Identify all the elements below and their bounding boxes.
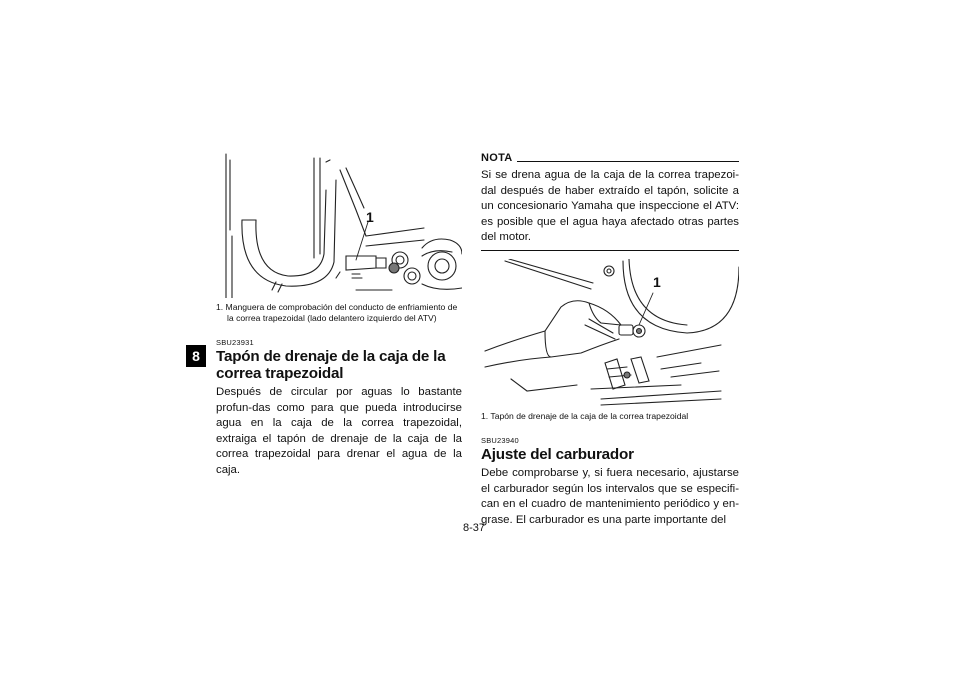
right-body: Debe comprobarse y, si fuera necesario, ajustarse el carburador según los intervalos que se especifi-can en el cuadro de mantenimiento periódico y en-grase. El carburador es una parte importante del: [481, 466, 739, 526]
chapter-tab: [186, 345, 206, 367]
right-column: [481, 150, 739, 528]
note-end-rule: [481, 250, 739, 251]
chapter-number: 8: [192, 348, 200, 364]
left-section-code: SBU23931: [216, 338, 254, 347]
left-heading: Tapón de drenaje de la caja de la correa trapezoidal: [216, 348, 446, 382]
right-figure-callout: 1: [653, 273, 661, 290]
right-heading: Ajuste del carburador: [481, 445, 634, 463]
left-figure-caption: 1. Manguera de comprobación del conducto de enfriamiento de la correa trapezoidal (lado delantero izquierdo del ATV): [216, 302, 458, 323]
drain-plug-illustration-icon: [481, 259, 739, 407]
right-figure-caption: 1. Tapón de drenaje de la caja de la correa trapezoidal: [481, 410, 689, 421]
note-header: [481, 150, 739, 164]
right-section-code: SBU23940: [481, 435, 519, 445]
note-text: Si se drena agua de la caja de la correa trapezoi-dal después de haber extraído el tapón, solicite a un concesionario Yamaha que inspeccione el ATV: es posible que el agua haya afectado otras partes del motor.: [481, 169, 739, 244]
left-body: Después de circular por aguas lo bastante profun-das como para que pueda introducirse agua en la caja de la correa trapezoidal, extraiga el tapón de drenaje de la caja de la correa trapezoidal para drenar el agua de la caja.: [216, 386, 462, 476]
hose-illustration-icon: [216, 150, 462, 298]
note-rule: [517, 161, 739, 162]
page-number: 8-37: [463, 522, 486, 534]
left-column: [216, 150, 462, 479]
note-label: NOTA: [481, 152, 513, 164]
left-figure-callout: 1: [366, 209, 374, 225]
